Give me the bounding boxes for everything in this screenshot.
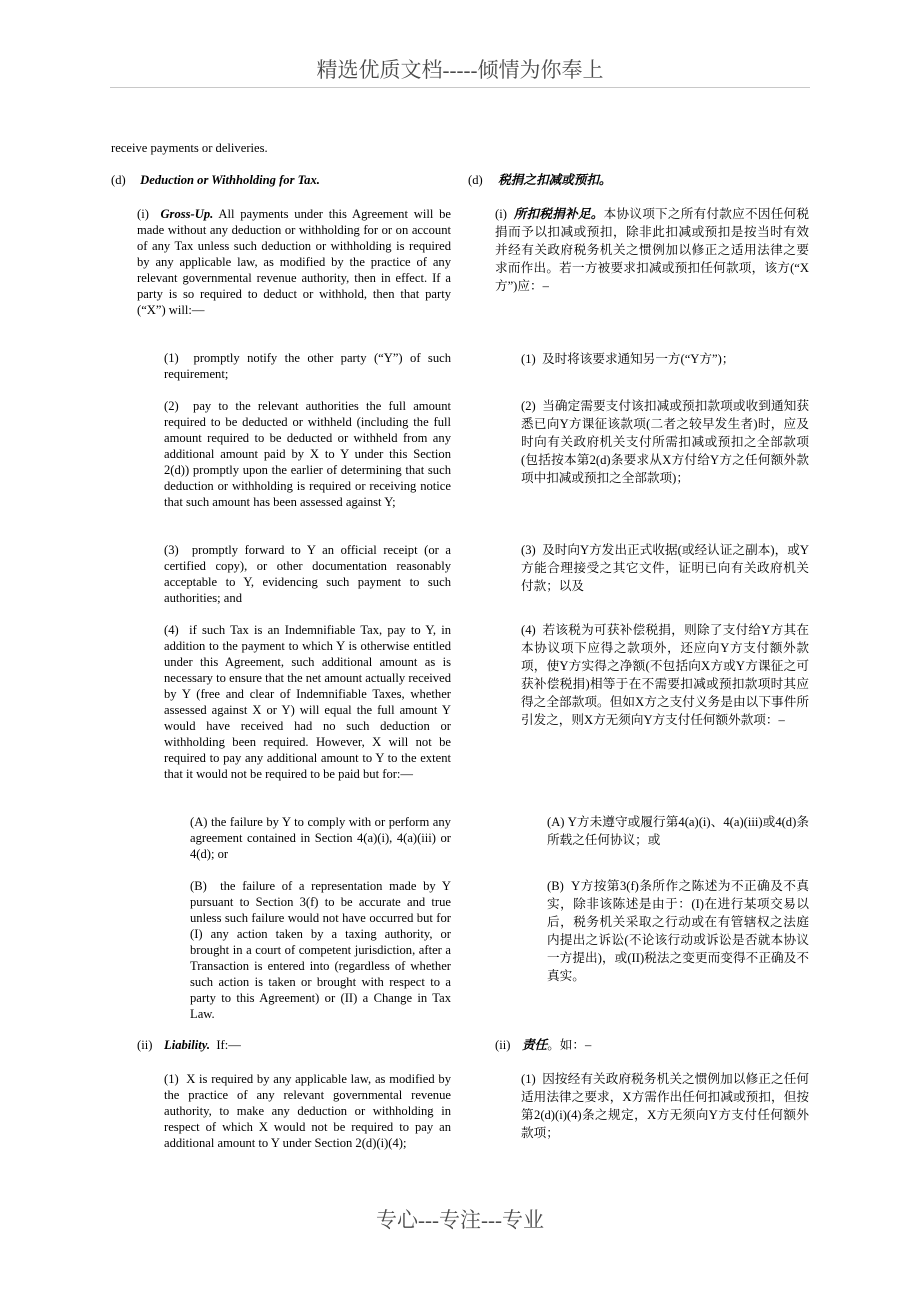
header-divider	[110, 87, 810, 88]
en-item-4-number: (4)	[164, 623, 179, 637]
zh-clause-ii-title: 责任	[522, 1038, 548, 1052]
zh-item-A	[547, 813, 809, 849]
zh-liability-item-1	[521, 1070, 809, 1142]
en-item-3	[164, 542, 451, 606]
en-item-4-text: if such Tax is an Indemnifiable Tax, pay to Y, in addition to the payment to which Y is otherwise entitled under this Agreement, such additional amount as is necessary to ensure that the net amount actually received by Y (free and clear of Indemnifiable Taxes, whether assessed against X or Y) will equal the full amount Y would have received had no such deduction or withholding been required. However, X will not be required to pay any additional amount to Y to the extent that it would not be required to be paid but for:—	[164, 623, 451, 781]
en-item-B-text: the failure of a representation made by Y pursuant to Section 3(f) to be accurate and true unless such failure would not have occurred but for (I) any action taken by a taxing authority, or brought in a court of competent jurisdiction, after a Transaction is entered into (regardless of whether such action is taken or brought with respect to a party to this Agreement) or (II) a Change in Tax Law.	[190, 879, 451, 1021]
en-section-d-title: Deduction or Withholding for Tax.	[140, 173, 320, 187]
en-item-1-text: promptly notify the other party (“Y”) of such requirement;	[164, 351, 452, 381]
en-clause-i	[137, 206, 451, 318]
en-item-B-number: (B)	[190, 879, 207, 893]
zh-item-3	[521, 541, 809, 595]
zh-item-B-text: Y方按第3(f)条所作之陈述为不正确及不真实，除非该陈述是由于：(I)在进行某项交易以后，税务机关采取之行动或在有管辖权之法庭内提出之诉讼(不论该行动或诉讼是否就本协议一方提出)，或(II)税法之变更而变得不正确及不真实。	[547, 879, 809, 983]
page-header: 精选优质文档-----倾情为你奉上	[316, 58, 604, 82]
en-item-B	[190, 878, 451, 1022]
zh-section-d-number: (d)	[468, 173, 483, 187]
zh-clause-i-title: 所扣税捐补足。	[513, 207, 604, 221]
zh-item-2	[521, 397, 809, 487]
zh-item-1	[521, 350, 809, 368]
en-clause-i-title: Gross-Up.	[160, 207, 214, 221]
en-item-A-text: the failure by Y to comply with or perform any agreement contained in Section 4(a)(i), 4(a)(iii) or 4(d); or	[190, 815, 451, 861]
en-item-A	[190, 814, 451, 862]
zh-item-4-text: 若该税为可获补偿税捐，则除了支付给Y方其在本协议项下应得之款项外，还应向Y方支付额外款项，使Y方实得之净额(不包括向X方或Y方课征之可获补偿税捐)相等于在不需要扣减或预扣款项时其应得之全部款项。但如X方之支付义务是由以下事件所引发之，则X方无须向Y方支付任何额外款项：–	[521, 623, 809, 727]
zh-clause-ii-number: (ii)	[495, 1038, 511, 1052]
en-item-A-number: (A)	[190, 815, 208, 829]
en-clause-ii-number: (ii)	[137, 1038, 153, 1052]
zh-item-A-number: (A)	[547, 815, 565, 829]
zh-clause-i-number: (i)	[495, 207, 507, 221]
zh-clause-ii-text: 。如：–	[547, 1038, 592, 1052]
zh-item-B	[547, 877, 809, 985]
en-clause-ii-title: Liability.	[164, 1038, 211, 1052]
en-item-1-number: (1)	[164, 351, 179, 365]
zh-item-2-number: (2)	[521, 399, 536, 413]
en-item-3-text: promptly forward to Y an official receipt (or a certified copy), or other documentation reasonably acceptable to Y, evidencing such payment to such authorities; and	[164, 543, 451, 605]
en-section-d-number: (d)	[111, 173, 126, 187]
en-clause-ii-text: If:—	[216, 1038, 241, 1052]
zh-liability-item-1-number: (1)	[521, 1072, 536, 1086]
en-clause-i-number: (i)	[137, 207, 149, 221]
zh-item-1-text: 及时将该要求通知另一方(“Y方”)；	[541, 352, 735, 366]
en-clause-i-text: All payments under this Agreement will be made without any deduction or withholding for or on account of any Tax unless such deduction or withholding is required by any applicable law, as modified by the practice of any relevant governmental revenue authority, then in effect. If a party is so required to deduct or withhold, then that party (“X”) will:—	[137, 207, 451, 317]
zh-item-4	[521, 621, 809, 729]
zh-item-1-number: (1)	[521, 352, 536, 366]
en-item-4	[164, 622, 451, 782]
en-liability-item-1	[164, 1071, 451, 1151]
zh-liability-item-1-text: 因按经有关政府税务机关之惯例加以修正之任何适用法律之要求，X方需作出任何扣减或预扣，但按第2(d)(i)(4)条之规定，X方无须向Y方支付任何额外款项；	[521, 1072, 810, 1140]
intro-text: receive payments or deliveries.	[111, 141, 268, 155]
zh-item-3-text: 及时向Y方发出正式收据(或经认证之副本)，或Y方能合理接受之其它文件，证明已向有关政府机关付款；以及	[521, 543, 810, 593]
en-item-2	[164, 398, 451, 510]
zh-item-4-number: (4)	[521, 623, 536, 637]
en-section-d	[111, 172, 456, 188]
zh-item-3-number: (3)	[521, 543, 536, 557]
page-footer: 专心---专注---专业	[376, 1208, 544, 1232]
en-item-3-number: (3)	[164, 543, 179, 557]
en-item-2-text: pay to the relevant authorities the full amount required to be deducted or withheld (including the full amount required to be deducted or withheld from any additional amount paid by X to Y under this Section 2(d)) promptly upon the earlier of determining that such deduction or withholding is required or receiving notice that such amount has been assessed against Y;	[164, 399, 451, 509]
zh-clause-ii	[495, 1037, 809, 1053]
zh-clause-i	[495, 205, 809, 295]
en-item-1	[164, 350, 451, 382]
zh-section-d	[468, 172, 808, 188]
zh-section-d-title: 税捐之扣减或预扣。	[498, 173, 612, 187]
en-liability-item-1-number: (1)	[164, 1072, 179, 1086]
en-clause-ii	[137, 1037, 451, 1053]
zh-clause-i-text: 本协议项下之所有付款应不因任何税捐而予以扣减或预扣，除非此扣减或预扣是按当时有效并经有关政府税务机关之惯例加以修正之适用法律之要求而作出。若一方被要求扣减或预扣任何款项，该方(“X方”)应：–	[495, 207, 810, 293]
en-liability-item-1-text: X is required by any applicable law, as modified by the practice of any relevant governmental revenue authority, to make any deduction or withholding in respect of which X would not be required to pay an additional amount to Y under Section 2(d)(i)(4);	[164, 1072, 452, 1150]
zh-item-A-text: Y方未遵守或履行第4(a)(i)、4(a)(iii)或4(d)条所载之任何协议；或	[547, 815, 809, 847]
en-item-2-number: (2)	[164, 399, 179, 413]
zh-item-B-number: (B)	[547, 879, 564, 893]
zh-item-2-text: 当确定需要支付该扣减或预扣款项或收到通知获悉已向Y方课征该款项(二者之较早发生者)时，应及时向有关政府机关支付所需扣减或预扣之全部款项(包括按本第2(d)条要求从X方付给Y方之任何额外款项中扣减或预扣之全部款项)；	[521, 399, 810, 485]
